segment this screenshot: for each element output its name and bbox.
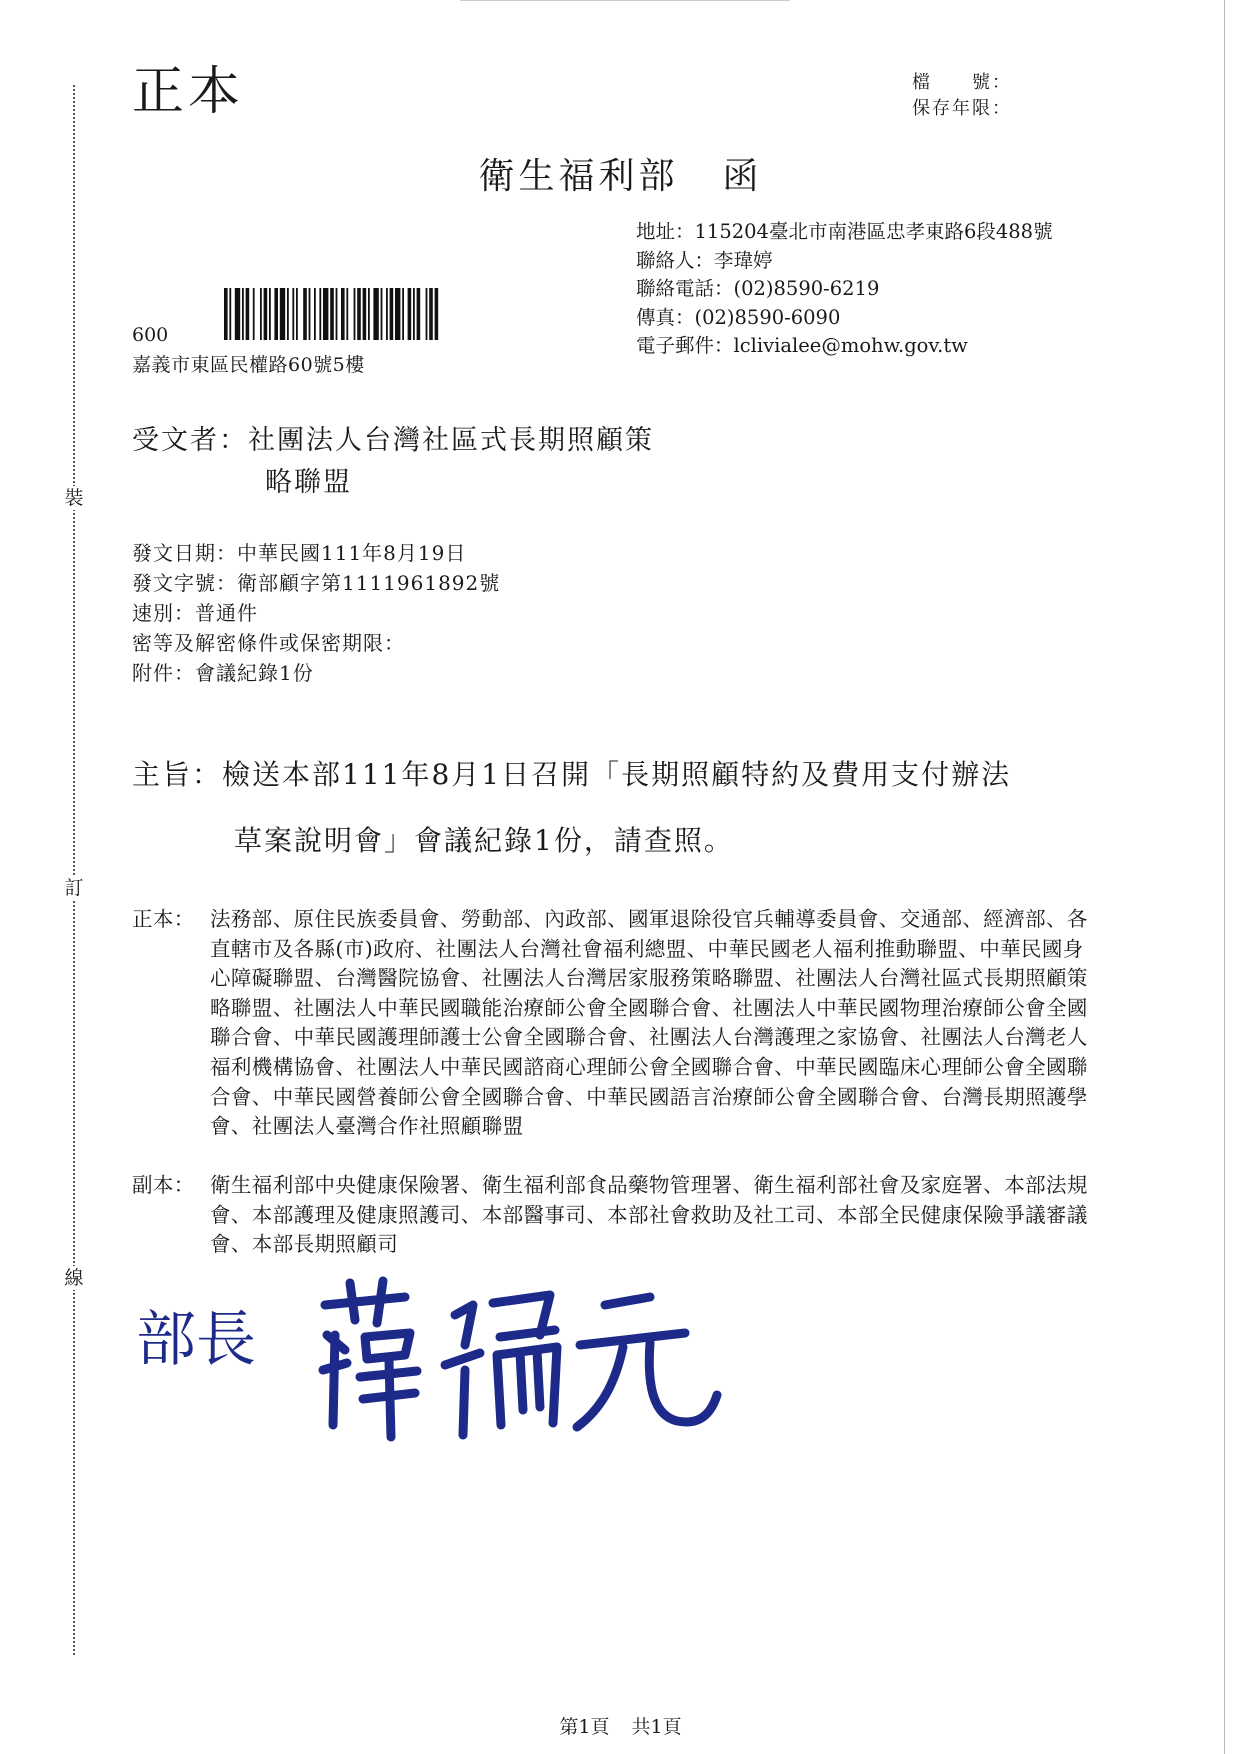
barcode-bar xyxy=(363,288,367,340)
distribution-copy xyxy=(132,1171,1092,1260)
contact-phone: 聯絡電話：(02)8590-6219 xyxy=(636,277,880,300)
barcode-bar xyxy=(314,288,316,340)
barcode-bar xyxy=(260,288,262,340)
barcode-bar xyxy=(402,288,404,340)
binding-mark-ding: 訂 xyxy=(62,876,86,900)
recipient-address: 嘉義市東區民權路60號5樓 xyxy=(132,354,365,376)
contact-email: 電子郵件：lclivialee@mohw.gov.tw xyxy=(636,334,968,357)
scan-top-edge xyxy=(460,0,790,1)
delivery-speed: 速別：普通件 xyxy=(132,601,258,625)
distribution-original-label: 正本： xyxy=(132,907,195,931)
barcode-bar xyxy=(341,288,345,340)
barcode-bar xyxy=(287,288,289,340)
barcode-bar xyxy=(296,288,298,340)
recipient-postal-code: 600 xyxy=(132,324,169,346)
barcode-bar xyxy=(319,288,321,340)
barcode-bar xyxy=(309,288,311,340)
file-number-label: 檔 號： xyxy=(912,72,1012,93)
handwritten-signature xyxy=(305,1275,725,1445)
attachment: 附件：會議紀錄1份 xyxy=(132,661,314,685)
original-copy-stamp: 正本 xyxy=(132,62,245,122)
document-number: 發文字號：衛部顧字第1111961892號 xyxy=(132,571,501,595)
distribution-copy-list: 衛生福利部中央健康保險署、衛生福利部食品藥物管理署、衛生福利部社會及家庭署、本部法規會、本部護理及健康照護司、本部醫事司、本部社會救助及社工司、本部全民健康保險爭議審議會、本部長期照顧司 xyxy=(210,1173,1088,1257)
document-title xyxy=(0,148,1241,199)
barcode-bar xyxy=(303,288,307,340)
contact-block xyxy=(636,218,1053,361)
barcode-bar xyxy=(408,288,412,340)
recipient-line-2: 略聯盟 xyxy=(265,467,352,498)
barcode-bar xyxy=(246,288,250,340)
barcode-bar xyxy=(280,288,285,340)
page-footer xyxy=(0,1712,1241,1739)
retention-period-label: 保存年限： xyxy=(912,98,1012,119)
barcode-bar xyxy=(426,288,428,340)
issue-date: 發文日期：中華民國111年8月19日 xyxy=(132,541,467,565)
postal-barcode xyxy=(224,288,506,340)
barcode-bar xyxy=(253,288,255,340)
barcode-bar xyxy=(435,288,439,340)
document-type: 函 xyxy=(722,156,763,197)
barcode-bar xyxy=(386,288,388,340)
barcode-bar xyxy=(354,288,356,340)
barcode-bar xyxy=(373,288,378,340)
distribution-copy-label: 副本： xyxy=(132,1173,195,1197)
document-meta xyxy=(132,538,500,688)
binding-mark-xian: 線 xyxy=(62,1266,86,1290)
recipient-line-1: 受文者：社團法人台灣社區式長期照顧策 xyxy=(132,425,654,456)
barcode-bar xyxy=(395,288,400,340)
barcode-bar xyxy=(235,288,240,340)
minister-title: 部長 xyxy=(136,1305,256,1375)
scan-right-edge xyxy=(1224,0,1225,1754)
barcode-bar xyxy=(390,288,394,340)
barcode-bar xyxy=(242,288,244,340)
barcode-bar xyxy=(381,288,383,340)
barcode-bar xyxy=(336,288,338,340)
barcode-bar xyxy=(368,288,370,340)
recipient xyxy=(132,420,654,504)
barcode-bar xyxy=(229,288,231,340)
subject-line-2: 草案說明會」會議紀錄1份，請查照。 xyxy=(234,824,734,857)
subject xyxy=(132,742,1132,874)
page-number: 第1頁 xyxy=(559,1716,610,1738)
barcode-bar xyxy=(346,288,348,340)
barcode-bar xyxy=(429,288,433,340)
barcode-bar xyxy=(264,288,268,340)
barcode-bar xyxy=(224,288,228,340)
barcode-bar xyxy=(323,288,328,340)
distribution-original xyxy=(132,905,1092,1142)
sender-address: 地址：115204臺北市南港區忠孝東路6段488號 xyxy=(636,220,1053,243)
contact-person: 聯絡人：李瑋婷 xyxy=(636,248,773,272)
file-info xyxy=(912,70,1012,122)
signature-name: 薛瑞元 xyxy=(305,1275,308,1276)
subject-line-1: 主旨：檢送本部111年8月1日召開「長期照顧特約及費用支付辦法 xyxy=(132,758,1012,791)
barcode-bar xyxy=(417,288,421,340)
binding-mark-zhuang: 裝 xyxy=(62,486,86,510)
barcode-bar xyxy=(330,288,334,340)
barcode-bar xyxy=(274,288,278,340)
barcode-bar xyxy=(292,288,294,340)
page-total: 共1頁 xyxy=(631,1716,682,1738)
binding-line xyxy=(73,85,75,1655)
barcode-bar xyxy=(269,288,271,340)
distribution-original-list: 法務部、原住民族委員會、勞動部、內政部、國軍退除役官兵輔導委員會、交通部、經濟部、各直轄市及各縣(市)政府、社團法人台灣社會福利總盟、中華民國老人福利推動聯盟、中華民國身心障礙聯盟、台灣醫院協會、社團法人台灣居家服務策略聯盟、社團法人台灣社區式長期照顧策略聯盟、社團法人中華民國職能治療師公會全國聯合會、社團法人中華民國物理治療師公會全國聯合會、中華民國護理師護士公會全國聯合會、社團法人台灣護理之家協會、社團法人台灣老人福利機構協會、社團法人中華民國諮商心理師公會全國聯合會、中華民國臨床心理師公會全國聯合會、中華民國營養師公會全國聯合會、中華民國語言治療師公會全國聯合會、台灣長期照護學會、社團法人臺灣合作社照顧聯盟 xyxy=(210,907,1088,1139)
barcode-bar xyxy=(413,288,415,340)
agency-name: 衛生福利部 xyxy=(478,156,679,197)
classification: 密等及解密條件或保密期限： xyxy=(132,631,405,655)
barcode-bar xyxy=(357,288,361,340)
contact-fax: 傳真：(02)8590-6090 xyxy=(636,305,841,329)
